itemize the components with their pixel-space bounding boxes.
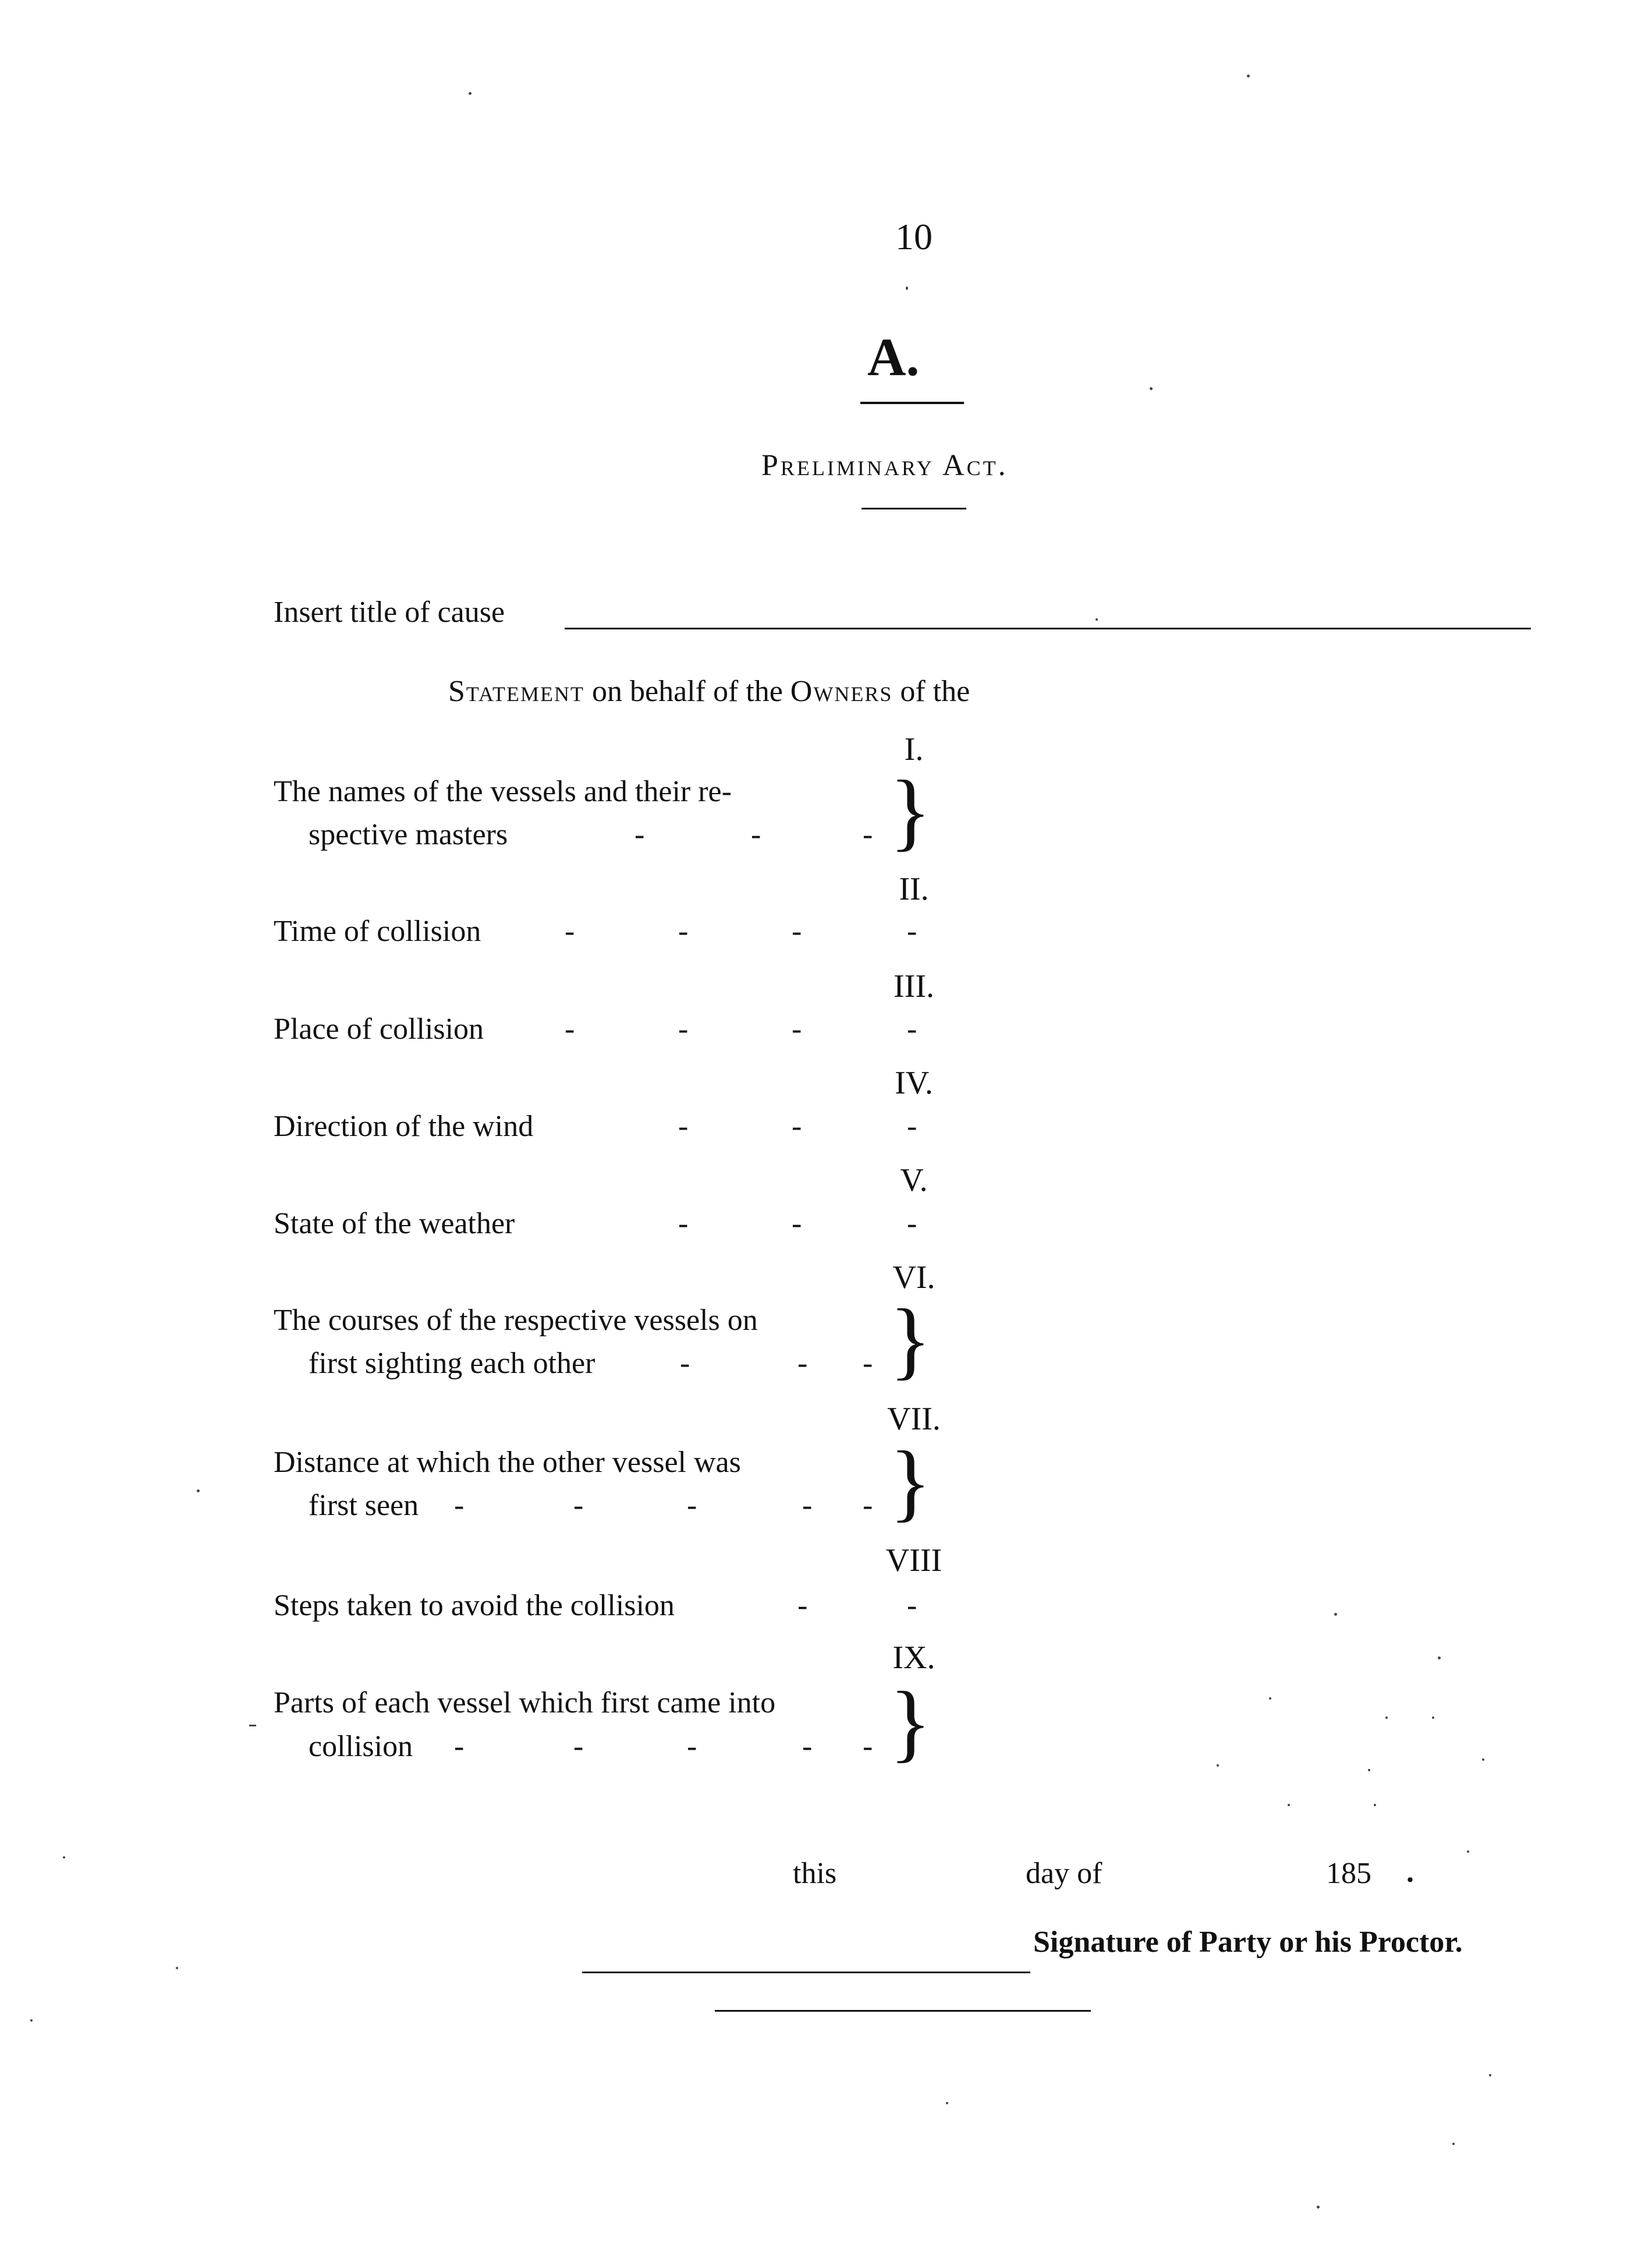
- item-numeral: VI.: [892, 1259, 935, 1296]
- brace: }: [889, 1674, 931, 1771]
- leader-dash: -: [565, 915, 575, 948]
- section-letter: A.: [867, 327, 920, 387]
- leader-dash: -: [907, 1013, 917, 1046]
- item-label-cont: first sighting each other: [309, 1347, 595, 1380]
- scan-speck: [469, 92, 472, 95]
- leader-dash: -: [687, 1730, 697, 1763]
- leader-dash: -: [573, 1489, 584, 1522]
- item-label: Time of collision: [274, 915, 481, 948]
- statement-tail: of the: [892, 675, 970, 708]
- leader-dash: -: [907, 1589, 917, 1622]
- item-label: Distance at which the other vessel was: [274, 1446, 741, 1479]
- signature-line: [582, 1972, 1030, 1973]
- item-label: The names of the vessels and their re-: [274, 775, 732, 808]
- scan-speck: [1438, 1657, 1441, 1659]
- insert-title-label: Insert title of cause: [274, 596, 505, 629]
- item-label: The courses of the respective vessels on: [274, 1304, 758, 1337]
- leader-dash: -: [792, 1110, 802, 1143]
- scan-speck: [1489, 2074, 1491, 2076]
- footer-year: 185: [1326, 1857, 1371, 1890]
- owners-word: Owners: [790, 675, 893, 708]
- scan-speck: [1317, 2206, 1320, 2209]
- scan-speck: [197, 1489, 200, 1492]
- divider: [715, 2010, 1091, 2012]
- scan-speck: [946, 2102, 948, 2104]
- scan-speck: [30, 2019, 33, 2022]
- leader-dash: -: [792, 1013, 802, 1046]
- item-label: State of the weather: [274, 1207, 515, 1240]
- item-numeral: V.: [900, 1162, 928, 1198]
- cause-blank-line: [565, 628, 1531, 629]
- statement-heading: [448, 674, 970, 709]
- leader-dash: -: [678, 915, 689, 948]
- leader-dash: -: [802, 1730, 813, 1763]
- leader-dash: -: [907, 1207, 917, 1240]
- leader-dash: -: [687, 1489, 697, 1522]
- leader-dash: -: [454, 1489, 465, 1522]
- footer-period: .: [1406, 1856, 1414, 1889]
- scan-speck: [1385, 1716, 1388, 1719]
- scan-speck: [1368, 1769, 1370, 1771]
- scan-speck: [1334, 1613, 1337, 1616]
- scan-speck: [1150, 387, 1153, 390]
- scan-speck: [1217, 1764, 1219, 1767]
- leader-dash: -: [678, 1110, 689, 1143]
- leader-dash: -: [792, 1207, 802, 1240]
- leader-dash: -: [863, 1489, 873, 1522]
- statement-word: Statement: [448, 675, 585, 708]
- scan-speck: [1432, 1716, 1434, 1719]
- leader-dash: -: [797, 1347, 808, 1380]
- leader-dash: -: [573, 1730, 584, 1763]
- statement-mid: on behalf of the: [584, 675, 790, 708]
- item-label: Place of collision: [274, 1013, 484, 1046]
- scan-speck: [176, 1967, 178, 1969]
- leader-dash: -: [751, 818, 761, 851]
- scan-speck: [1247, 75, 1250, 77]
- item-numeral: VII.: [887, 1401, 941, 1437]
- scan-speck: [906, 286, 908, 290]
- leader-dash: -: [454, 1730, 465, 1763]
- scan-speck: [1096, 618, 1098, 621]
- signature-label: Signature of Party or his Proctor.: [1033, 1926, 1463, 1959]
- item-label: Direction of the wind: [274, 1110, 534, 1143]
- item-numeral: I.: [904, 731, 924, 767]
- brace: }: [889, 763, 931, 859]
- leader-dash: -: [678, 1207, 689, 1240]
- scan-speck: [63, 1856, 65, 1859]
- item-numeral: IX.: [892, 1640, 935, 1676]
- brace: }: [889, 1291, 931, 1388]
- item-label-cont: spective masters: [309, 818, 508, 851]
- scan-speck: [1288, 1804, 1290, 1806]
- item-label: Parts of each vessel which first came into: [274, 1686, 776, 1719]
- scan-speck: [1452, 2143, 1455, 2145]
- scan-speck: [1269, 1697, 1271, 1700]
- document-title: Preliminary Act.: [761, 449, 1008, 482]
- divider: [862, 508, 966, 509]
- leader-dash: -: [792, 915, 802, 948]
- footer-day-of: day of: [1026, 1857, 1102, 1890]
- leader-dash: -: [634, 818, 645, 851]
- leader-dash: -: [565, 1013, 575, 1046]
- scan-speck: [1467, 1850, 1469, 1853]
- divider: [860, 402, 964, 404]
- page-number: 10: [895, 216, 933, 257]
- item-label: Steps taken to avoid the collision: [274, 1589, 675, 1622]
- item-numeral: VIII: [885, 1542, 942, 1579]
- item-label-cont: first seen: [309, 1489, 419, 1522]
- leader-dash: -: [863, 1347, 873, 1380]
- item-numeral: IV.: [895, 1065, 933, 1101]
- leader-dash: -: [680, 1347, 690, 1380]
- item-label-cont: collision: [309, 1730, 413, 1763]
- item-numeral: II.: [899, 871, 929, 907]
- scan-speck: [1482, 1758, 1484, 1761]
- scan-speck: [249, 1725, 256, 1726]
- leader-dash: -: [863, 1730, 873, 1763]
- leader-dash: -: [907, 1110, 917, 1143]
- leader-dash: -: [797, 1589, 808, 1622]
- leader-dash: -: [863, 818, 873, 851]
- leader-dash: -: [802, 1489, 813, 1522]
- footer-this: this: [793, 1857, 837, 1890]
- scan-speck: [1374, 1804, 1376, 1806]
- leader-dash: -: [907, 915, 917, 948]
- item-numeral: III.: [894, 968, 934, 1004]
- leader-dash: -: [678, 1013, 689, 1046]
- brace: }: [889, 1434, 931, 1530]
